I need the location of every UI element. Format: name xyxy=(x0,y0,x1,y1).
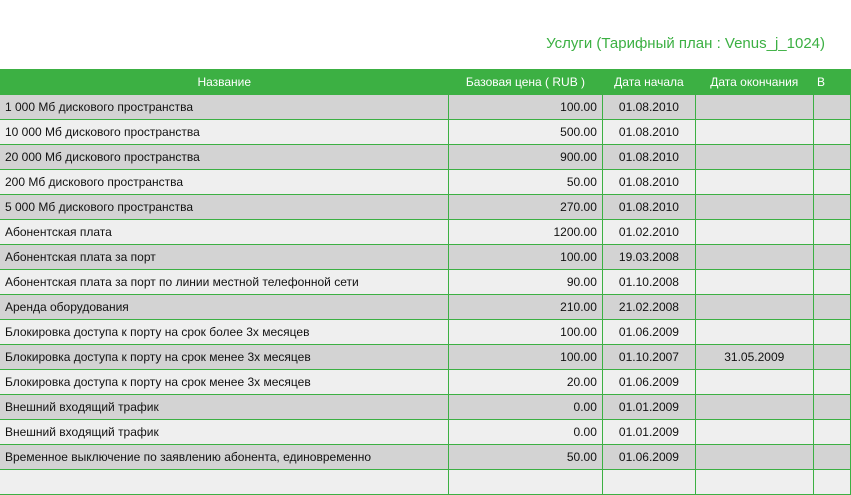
cell-extra xyxy=(813,245,851,270)
cell-start-date: 01.06.2009 xyxy=(602,370,695,395)
table-row[interactable] xyxy=(0,345,851,370)
cell-service-name: 10 000 Мб дискового пространства xyxy=(0,120,449,145)
table-row[interactable] xyxy=(0,245,851,270)
cell-end-date xyxy=(696,245,813,270)
table-header-row xyxy=(0,69,851,95)
cell-extra xyxy=(813,295,851,320)
cell-end-date xyxy=(696,120,813,145)
cell-extra xyxy=(813,420,851,445)
column-header-price[interactable]: Базовая цена ( RUB ) xyxy=(449,69,603,95)
cell-base-price: 100.00 xyxy=(449,320,603,345)
cell-end-date xyxy=(696,370,813,395)
cell-base-price: 100.00 xyxy=(449,345,603,370)
column-header-start-date[interactable]: Дата начала xyxy=(602,69,695,95)
cell-end-date xyxy=(696,145,813,170)
cell-base-price: 50.00 xyxy=(449,445,603,470)
cell-extra xyxy=(813,445,851,470)
cell-end-date xyxy=(696,295,813,320)
table-row[interactable] xyxy=(0,95,851,120)
cell-start-date: 01.10.2008 xyxy=(602,270,695,295)
column-header-end-date[interactable]: Дата окончания xyxy=(696,69,813,95)
cell-end-date xyxy=(696,195,813,220)
cell-service-name: Блокировка доступа к порту на срок менее 3х месяцев xyxy=(0,345,449,370)
cell-base-price: 1200.00 xyxy=(449,220,603,245)
cell-service-name: Аренда оборудования xyxy=(0,295,449,320)
cell-service-name: Блокировка доступа к порту на срок более 3х месяцев xyxy=(0,320,449,345)
cell-start-date: 01.08.2010 xyxy=(602,95,695,120)
cell-start-date: 01.08.2010 xyxy=(602,170,695,195)
cell-extra xyxy=(813,320,851,345)
cell-base-price: 90.00 xyxy=(449,270,603,295)
cell-base-price: 270.00 xyxy=(449,195,603,220)
cell-service-name: 20 000 Мб дискового пространства xyxy=(0,145,449,170)
cell-start-date: 01.06.2009 xyxy=(602,445,695,470)
cell-extra xyxy=(813,345,851,370)
cell-end-date xyxy=(696,270,813,295)
cell-extra xyxy=(813,470,851,495)
cell-start-date: 01.10.2007 xyxy=(602,345,695,370)
table-row[interactable] xyxy=(0,320,851,345)
cell-start-date: 01.06.2009 xyxy=(602,320,695,345)
cell-base-price: 500.00 xyxy=(449,120,603,145)
table-row[interactable] xyxy=(0,195,851,220)
cell-base-price: 50.00 xyxy=(449,170,603,195)
cell-extra xyxy=(813,145,851,170)
cell-end-date xyxy=(696,170,813,195)
cell-start-date: 01.02.2010 xyxy=(602,220,695,245)
services-table xyxy=(0,69,851,495)
cell-service-name: Абонентская плата за порт xyxy=(0,245,449,270)
cell-service-name: 200 Мб дискового пространства xyxy=(0,170,449,195)
cell-base-price: 210.00 xyxy=(449,295,603,320)
cell-start-date: 01.01.2009 xyxy=(602,395,695,420)
table-row[interactable] xyxy=(0,395,851,420)
cell-extra xyxy=(813,120,851,145)
cell-extra xyxy=(813,195,851,220)
table-row[interactable] xyxy=(0,220,851,245)
cell-service-name: Внешний входящий трафик xyxy=(0,420,449,445)
cell-start-date xyxy=(602,470,695,495)
cell-start-date: 01.08.2010 xyxy=(602,195,695,220)
cell-extra xyxy=(813,220,851,245)
cell-service-name: Абонентская плата xyxy=(0,220,449,245)
table-row[interactable] xyxy=(0,370,851,395)
cell-base-price: 900.00 xyxy=(449,145,603,170)
cell-extra xyxy=(813,395,851,420)
cell-base-price: 100.00 xyxy=(449,245,603,270)
table-row[interactable] xyxy=(0,295,851,320)
cell-start-date: 21.02.2008 xyxy=(602,295,695,320)
cell-start-date: 01.01.2009 xyxy=(602,420,695,445)
cell-end-date xyxy=(696,395,813,420)
cell-start-date: 19.03.2008 xyxy=(602,245,695,270)
cell-end-date xyxy=(696,420,813,445)
cell-service-name: Внешний входящий трафик xyxy=(0,395,449,420)
cell-base-price: 20.00 xyxy=(449,370,603,395)
cell-base-price: 0.00 xyxy=(449,420,603,445)
cell-service-name: Абонентская плата за порт по линии местной телефонной сети xyxy=(0,270,449,295)
table-row[interactable] xyxy=(0,145,851,170)
cell-service-name: 5 000 Мб дискового пространства xyxy=(0,195,449,220)
cell-end-date xyxy=(696,320,813,345)
cell-start-date: 01.08.2010 xyxy=(602,145,695,170)
cell-end-date xyxy=(696,220,813,245)
cell-end-date xyxy=(696,95,813,120)
column-header-extra[interactable]: В xyxy=(813,69,851,95)
cell-service-name: Временное выключение по заявлению абонента, единовременно xyxy=(0,445,449,470)
table-row[interactable] xyxy=(0,445,851,470)
cell-end-date: 31.05.2009 xyxy=(696,345,813,370)
cell-service-name xyxy=(0,470,449,495)
cell-end-date xyxy=(696,470,813,495)
cell-base-price xyxy=(449,470,603,495)
cell-base-price: 100.00 xyxy=(449,95,603,120)
table-row[interactable] xyxy=(0,170,851,195)
cell-service-name: 1 000 Мб дискового пространства xyxy=(0,95,449,120)
cell-extra xyxy=(813,370,851,395)
table-row[interactable] xyxy=(0,270,851,295)
column-header-name[interactable]: Название xyxy=(0,69,449,95)
table-row[interactable] xyxy=(0,120,851,145)
cell-base-price: 0.00 xyxy=(449,395,603,420)
cell-extra xyxy=(813,270,851,295)
page-title: Услуги (Тарифный план : Venus_j_1024) xyxy=(546,35,825,52)
cell-start-date: 01.08.2010 xyxy=(602,120,695,145)
cell-extra xyxy=(813,170,851,195)
table-row[interactable] xyxy=(0,470,851,495)
cell-service-name: Блокировка доступа к порту на срок менее 3х месяцев xyxy=(0,370,449,395)
cell-extra xyxy=(813,95,851,120)
table-row[interactable] xyxy=(0,420,851,445)
cell-end-date xyxy=(696,445,813,470)
